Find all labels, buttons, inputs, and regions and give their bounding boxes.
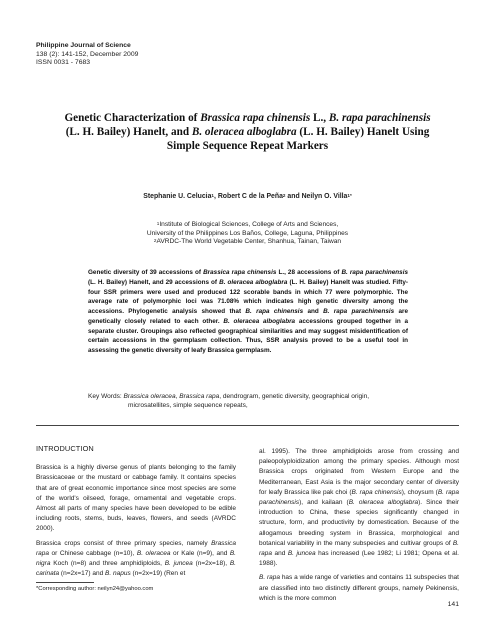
keyword: Brassica rapa (179, 393, 220, 400)
paragraph-text: (n=2x=19) (Ren et (130, 570, 186, 578)
species-name: B. juncea (287, 550, 316, 558)
species-name: B. rapa (259, 539, 459, 558)
author-name: , Robert C de la Peña (213, 193, 283, 200)
paragraph-text: (n=2x=18), (192, 560, 230, 568)
section-divider (36, 425, 459, 426)
corresponding-author-footnote: *Corresponding author: neilyn24@yahoo.com (36, 586, 154, 592)
abstract (88, 268, 408, 356)
author-name: and Neilyn O. Villa (285, 193, 348, 200)
abstract-species: B. rapa parachinensis (341, 269, 409, 276)
affiliation-text: Institute of Biological Sciences, College of Arts and Sciences, (159, 221, 339, 228)
abstract-text: (L. H. Bailey) Hanelt, and 29 accessions of (88, 278, 220, 286)
title-part: L., (310, 112, 329, 124)
keyword: Brassica oleracea (123, 393, 176, 400)
paragraph-text: ). Since their introduction to China, these species significantly changed in structure, form, and productivity by domestication. Because of the allogamous breeding system in Brassica, morphological and botanical variability in the many subspecies and cultivar groups of (259, 499, 459, 547)
keywords (88, 392, 418, 411)
abstract-species: B. oleracea alboglabra (219, 278, 288, 286)
abstract-text: Genetic diversity of 39 accessions of (88, 269, 204, 276)
paragraph-text: (n=2x=17) and (59, 570, 106, 578)
journal-volume: 138 (2): 141-152, December 2009 (36, 50, 139, 58)
title-part: Genetic Characterization of (64, 112, 201, 124)
abstract-text: (L. H. Bailey) Hanelt was studied. Fifty-four SSR primers were used and produced 122 scorable bands in which 77 were polymorphic. The average rate of polymorphic loci was 71.08% which indicates high genetic diversity among the accessions. Phylogenetic analysis showed that (88, 278, 409, 315)
affiliation-line (40, 238, 455, 247)
paragraph (36, 539, 236, 580)
paragraph-text: Brassica crops consist of three primary species, namely (36, 539, 212, 547)
affiliation-marker: 2 (282, 193, 286, 198)
species-name: B. rapa chinensis (351, 488, 402, 496)
affiliation-line: University of the Philippines Los Baños, College, Laguna, Philippines (146, 229, 349, 237)
abstract-text: accessions grouped together in a separate cluster. Groupings also reflected geographical similarities and may suggest misidentification of certain accessions in the germplasm collection. Thus, SSR analysis proved to be a useful tool in assessing the genetic diversity of leafy Brassica germplasm. (88, 317, 408, 354)
paragraph-text: has increased (Lee 1982; Li 1981; Opena et al. 1988). (259, 550, 459, 568)
right-column (259, 447, 459, 608)
paragraph-text: al. 1995). The three amphidiploids arose from crossing and paleopolyploidization among the primary species. Although most Brassica crops originated from Western Europe and the Mediterranean, East Asia is the major secondary center of diversity for leafy Brassica like pak choi ( (259, 448, 459, 496)
species-name: B. napus (105, 570, 131, 578)
paragraph-text: ), and kailaan ( (299, 499, 349, 507)
paragraph-text: or Kale (n=9), and (170, 549, 230, 557)
title-species: B. rapa parachinensis (328, 112, 431, 124)
keyword-separator: , (175, 393, 180, 400)
species-name: B. rapa (259, 574, 280, 582)
species-name: B. rapa parachinensis (259, 488, 459, 507)
keywords-label: Key Words: (88, 393, 124, 400)
affiliation-line (40, 221, 455, 230)
paragraph-text: Koch (n=8) and three amphidiploids, (50, 560, 165, 568)
species-name: B. carinata (36, 560, 236, 578)
affiliation-text: AVRDC-The World Vegetable Center, Shanhua, Tainan, Taiwan (156, 238, 342, 246)
title-part: (L. H. Bailey) Hanelt, and (65, 126, 192, 138)
paragraph (259, 573, 459, 604)
keyword: , dendrogram, genetic diversity, geographical origin, (219, 393, 370, 400)
paragraph-text: and (272, 550, 288, 558)
paper-title (60, 111, 435, 153)
species-name: Brassica rapa (36, 539, 236, 557)
species-name: B. oleracea (136, 549, 171, 557)
affiliations (40, 221, 455, 247)
abstract-species: B. rapa parachinensis (323, 308, 395, 315)
abstract-species: Brassica rapa chinensis (203, 269, 277, 276)
left-column (36, 444, 236, 583)
paragraph-text: ), choysum ( (401, 488, 438, 496)
paragraph (259, 447, 459, 569)
species-name: B. juncea (164, 560, 193, 568)
page-number: 141 (447, 601, 459, 608)
affiliation-marker: 1* (347, 193, 352, 198)
abstract-species: B. oleracea alboglabra (223, 317, 296, 325)
species-name: B. oleracea alboglabra (348, 499, 419, 507)
journal-issn: ISSN 0031 - 7683 (36, 59, 91, 67)
keyword: microsatellites, simple sequence repeats, (128, 402, 248, 410)
paragraph-text: or Chinese cabbage (n=10), (49, 549, 137, 557)
author-name: Stephanie U. Celucia (143, 193, 212, 200)
paragraph-text: has a wide range of varieties and contains 11 subspecies that are classified into two distinctly different groups, namely Pekinensis, which is the more common (259, 574, 459, 602)
title-part: (L. H. Bailey) Hanelt Using Simple Sequence Repeat Markers (166, 126, 430, 152)
footnote-divider (36, 582, 94, 583)
abstract-text: are genetically closely related to each other. (88, 308, 408, 325)
affiliation-marker: 1 (211, 193, 214, 198)
title-species: B. oleracea alboglabra (191, 126, 297, 138)
paragraph: Brassica is a highly diverse genus of plants belonging to the family Brassicaceae or the mustard or cabbage family. It contains species that are of great economic importance since most species are some of the world's oilseed, forage, ornamental and vegetable crops. Almost all parts of many species have been developed to be edible including roots, stems, buds, leaves, flowers, and seeds (AVRDC 2000). (36, 464, 236, 533)
title-species: Brassica rapa chinensis (200, 112, 311, 124)
abstract-text: and (303, 308, 324, 315)
affiliation-marker: 2 (153, 238, 157, 244)
species-name: B. nigra (36, 549, 236, 568)
abstract-text: L., 28 accessions of (276, 269, 342, 276)
affiliation-marker: 1 (156, 221, 160, 226)
journal-header (36, 42, 138, 68)
author-list (40, 193, 455, 200)
abstract-species: B. rapa chinensis (245, 308, 304, 315)
journal-name: Philippine Journal of Science (36, 42, 131, 49)
section-heading: INTRODUCTION (36, 444, 94, 453)
